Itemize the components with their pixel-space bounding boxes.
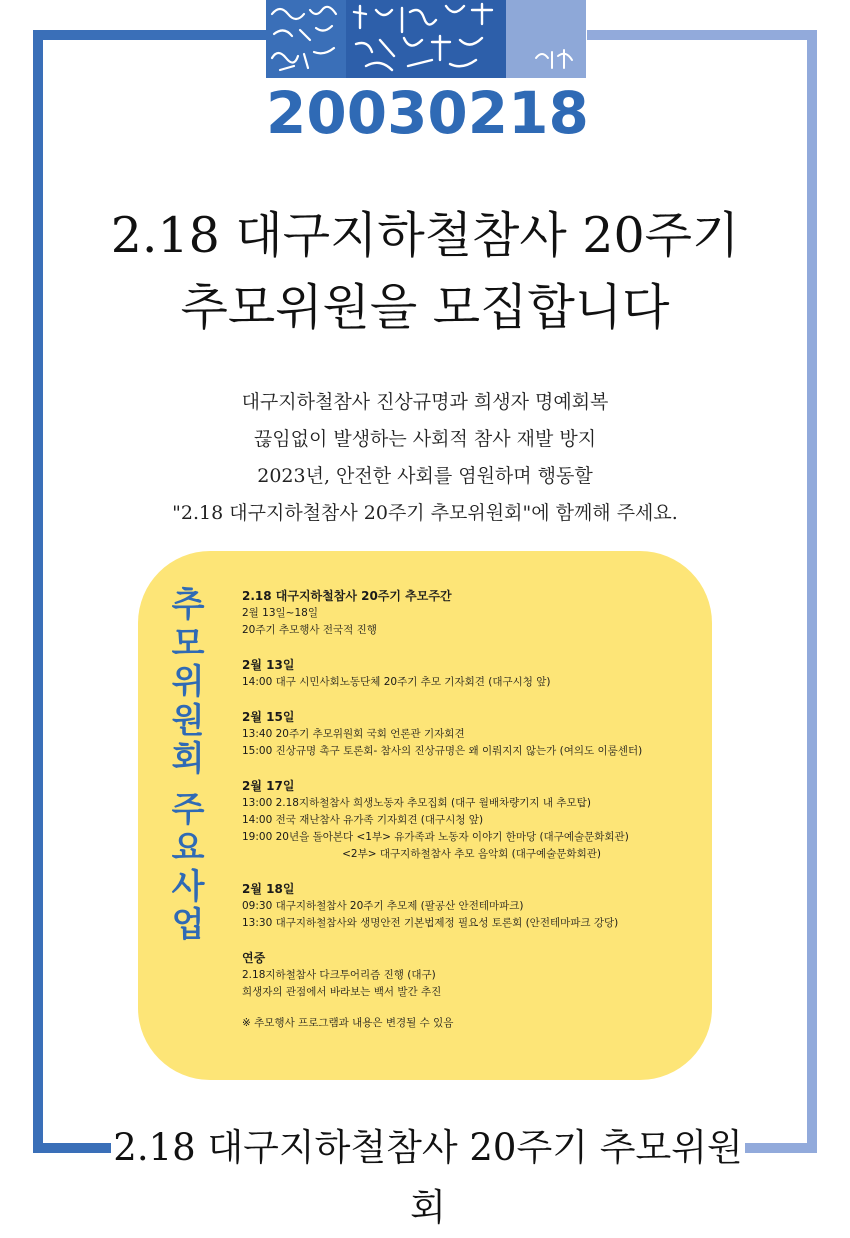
vertical-title-char: 요	[171, 828, 205, 868]
frame-right-border	[807, 30, 817, 1153]
section-line: 13:00 2.18지하철참사 희생노동자 추모집회 (대구 월배차량기지 내 추모탑)	[242, 797, 591, 809]
intro-line-4: "2.18 대구지하철참사 20주기 추모위원회"에 함께해 주세요.	[172, 502, 678, 524]
logo-handwriting-block-3	[506, 0, 586, 78]
vertical-title-char: 추	[171, 585, 205, 625]
handwriting-scribble-icon	[506, 0, 586, 78]
section-line: 14:00 대구 시민사회노동단체 20주기 추모 기자회견 (대구시청 앞)	[242, 676, 551, 688]
vertical-panel-title	[168, 586, 208, 945]
section-line: 2.18지하철참사 다크투어리즘 진행 (대구)	[242, 969, 436, 981]
section-heading: 2월 18일	[242, 882, 295, 896]
section-line: 20주기 추모행사 전국적 진행	[242, 624, 377, 636]
schedule-section	[242, 880, 702, 932]
section-heading: 연중	[242, 951, 266, 965]
vertical-title-char: 위	[171, 662, 205, 702]
frame-bottom-right-border	[745, 1143, 817, 1153]
frame-top-right-border	[587, 30, 817, 40]
handwriting-scribble-icon	[346, 0, 506, 78]
intro-line-1: 대구지하철참사 진상규명과 희생자 명예회복	[241, 391, 609, 413]
vertical-title-char: 모	[171, 623, 205, 664]
intro-line-3: 2023년, 안전한 사회를 염원하며 행동할	[257, 465, 593, 487]
intro-paragraph	[80, 384, 770, 532]
section-line: 2월 13일~18일	[242, 607, 318, 619]
page-title	[60, 200, 790, 344]
schedule-section	[242, 949, 702, 1001]
logo-handwriting-block-2	[346, 0, 506, 78]
vertical-title-char: 회	[171, 739, 205, 779]
schedule-section	[242, 708, 702, 760]
section-line: 13:40 20주기 추모위원회 국회 언론관 기자회견	[242, 728, 465, 740]
section-heading: 2월 15일	[242, 710, 295, 724]
section-heading: 2월 17일	[242, 779, 295, 793]
footer-organization: 2.18 대구지하철참사 20주기 추모위원회	[113, 1126, 743, 1229]
schedule-note: ※ 추모행사 프로그램과 내용은 변경될 수 있음	[242, 1017, 454, 1029]
title-line-2: 추모위원을 모집합니다	[180, 279, 670, 336]
vertical-title-char: 주	[171, 789, 205, 830]
frame-bottom-left-border	[33, 1143, 111, 1153]
section-heading: 2월 13일	[242, 658, 295, 672]
schedule-section	[242, 777, 702, 863]
vertical-title-char: 원	[171, 700, 205, 741]
intro-line-2: 끊임없이 발생하는 사회적 참사 재발 방지	[253, 428, 597, 450]
title-line-1: 2.18 대구지하철참사 20주기	[110, 207, 740, 264]
section-line: 15:00 진상규명 촉구 토론회- 참사의 진상규명은 왜 이뤄지지 않는가 (여의도 이룸센터)	[242, 745, 643, 757]
section-line: 19:00 20년을 돌아본다 <1부> 유가족과 노동자 이야기 한마당 (대구예술문화회관)	[242, 831, 629, 843]
section-line: 09:30 대구지하철참사 20주기 추모제 (팔공산 안전테마파크)	[242, 900, 524, 912]
section-line: 13:30 대구지하철참사와 생명안전 기본법제정 필요성 토론회 (안전테마파크 강당)	[242, 917, 619, 929]
section-line: <2부> 대구지하철참사 추모 음악회 (대구예술문화회관)	[242, 848, 601, 860]
logo-date: 20030218	[266, 79, 589, 147]
vertical-title-char: 사	[171, 866, 205, 907]
schedule-section	[242, 587, 702, 639]
handwriting-scribble-icon	[266, 0, 346, 78]
section-heading: 2.18 대구지하철참사 20주기 추모주간	[242, 589, 452, 603]
frame-left-border	[33, 30, 43, 1153]
logo-handwriting-block-1	[266, 0, 346, 78]
vertical-title-char: 업	[171, 905, 205, 945]
frame-top-left-border	[33, 30, 268, 40]
schedule-list	[242, 587, 702, 1032]
memorial-logo	[266, 0, 586, 78]
section-line: 희생자의 관점에서 바라보는 백서 발간 추진	[242, 986, 442, 998]
schedule-section	[242, 656, 702, 691]
vertical-title-gap	[168, 779, 208, 791]
section-line: 14:00 전국 재난참사 유가족 기자회견 (대구시청 앞)	[242, 814, 484, 826]
